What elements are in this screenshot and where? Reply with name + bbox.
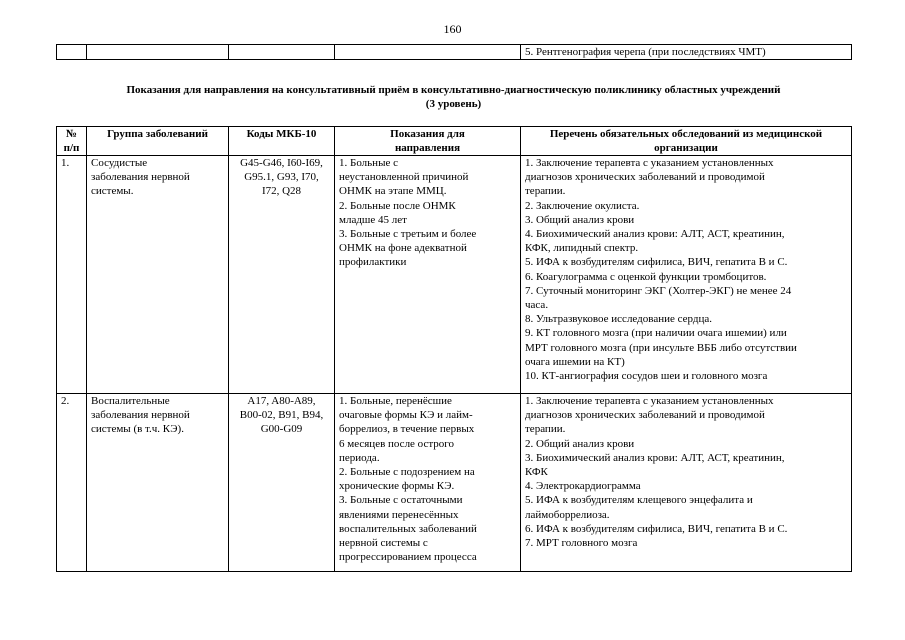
cell-line: 7. Суточный мониторинг ЭКГ (Холтер-ЭКГ) не менее 24 <box>525 284 792 297</box>
table-row <box>57 394 852 572</box>
header-number <box>57 127 87 156</box>
cell-line: лаймоборрелиоза. <box>525 508 610 521</box>
cell-line: терапии. <box>525 185 566 198</box>
table-cell <box>335 45 521 60</box>
section-title-line: (3 уровень) <box>425 98 482 110</box>
cell-line: 9. КТ головного мозга (при наличии очага ишемии) или <box>525 327 787 340</box>
cell-line: 6. ИФА к возбудителям сифилиса, ВИЧ, гепатита В и С. <box>525 522 788 535</box>
cell-line: диагнозов хронических заболеваний и проводимой <box>525 409 765 422</box>
cell-line: хронические формы КЭ. <box>339 480 455 493</box>
cell-line: B00-02, B91, B94, <box>239 409 324 422</box>
cell-line: 4. Биохимический анализ крови: АЛТ, АСТ, креатинин, <box>525 228 785 241</box>
cell-line: боррелиоз, в течение первых <box>339 423 475 436</box>
cell-line: 1. Заключение терапевта с указанием установленных <box>525 157 774 169</box>
referral-table <box>56 126 852 572</box>
cell-line: неустановленной причиной <box>339 171 469 184</box>
disease-group <box>87 156 229 394</box>
cell-line: 1. Больные с <box>339 157 398 169</box>
cell-line: Воспалительные <box>91 395 170 407</box>
header-text: п/п <box>63 142 80 154</box>
cell-line: КФК <box>525 466 548 479</box>
cell-line: 10. КТ-ангиография сосудов шеи и головного мозга <box>525 370 768 383</box>
header-exams <box>521 127 852 156</box>
cell-line: воспалительных заболеваний <box>339 522 477 535</box>
cell-line: 3. Больные с третьим и более <box>339 228 477 241</box>
table-cell <box>229 45 335 60</box>
cell-line: КФК, липидный спектр. <box>525 242 639 255</box>
table-cell <box>57 45 87 60</box>
cell-line: прогрессированием процесса <box>339 551 477 564</box>
cell-line: МРТ головного мозга (при инсульте ВББ либо отсутствии <box>525 341 797 354</box>
icd-codes <box>229 394 335 572</box>
cell-line: явлениями перенесённых <box>339 508 459 521</box>
cell-line: очаговые формы КЭ и лайм- <box>339 409 473 422</box>
cell-line: ОНМК на этапе ММЦ. <box>339 185 447 198</box>
cell-line: нервной системы с <box>339 537 428 550</box>
cell-line: 2. Заключение окулиста. <box>525 199 640 212</box>
cell-line: младше 45 лет <box>339 213 407 226</box>
table-row <box>57 45 852 60</box>
cell-line: 1. Больные, перенёсшие <box>339 395 452 407</box>
cell-line: A17, A80-A89, <box>247 395 316 407</box>
cell-line: 3. Общий анализ крови <box>525 213 635 226</box>
cell-line: профилактики <box>339 256 407 269</box>
header-text: организации <box>654 142 718 154</box>
required-exams <box>521 156 852 394</box>
cell-line: 5. ИФА к возбудителям сифилиса, ВИЧ, гепатита В и С. <box>525 256 788 269</box>
cell-line: G00-G09 <box>260 423 303 436</box>
table-header-row <box>57 127 852 156</box>
cell-line: заболевания нервной <box>91 171 190 184</box>
cell-line: периода. <box>339 451 380 464</box>
previous-table-fragment <box>56 44 852 60</box>
cell-line: G45-G46, I60-I69, <box>240 157 323 169</box>
header-indications <box>335 127 521 156</box>
cell-line: G95.1, G93, I70, <box>244 171 319 184</box>
cell-line: часа. <box>525 299 549 312</box>
cell-line: 3. Больные с остаточными <box>339 494 463 507</box>
table-cell: 5. Рентгенография черепа (при последствиях ЧМТ) <box>521 45 852 60</box>
page-number: 160 <box>443 22 462 36</box>
row-number: 1. <box>57 156 87 394</box>
header-text: № <box>65 128 78 140</box>
header-text: Перечень обязательных обследований из медицинской <box>549 128 823 140</box>
required-exams <box>521 394 852 572</box>
cell-line: системы. <box>91 185 134 198</box>
table-row <box>57 156 852 394</box>
cell-line: 6 месяцев после острого <box>339 437 455 450</box>
section-title <box>56 83 851 111</box>
header-group: Группа заболеваний <box>87 127 229 156</box>
cell-line: 2. Общий анализ крови <box>525 437 635 450</box>
cell-line: 2. Больные после ОНМК <box>339 199 456 212</box>
section-title-line: Показания для направления на консультативный приём в консультативно-диагностическую поликлинику областных учреждений <box>126 84 781 96</box>
cell-line: 4. Электрокардиограмма <box>525 480 641 493</box>
cell-line: I72, Q28 <box>261 185 302 198</box>
header-text: Показания для <box>390 128 465 140</box>
cell-line: 2. Больные с подозрением на <box>339 466 475 479</box>
cell-line: 8. Ультразвуковое исследование сердца. <box>525 313 712 326</box>
cell-line: диагнозов хронических заболеваний и проводимой <box>525 171 765 184</box>
cell-line: 1. Заключение терапевта с указанием установленных <box>525 395 774 407</box>
icd-codes <box>229 156 335 394</box>
cell-line: системы (в т.ч. КЭ). <box>91 423 184 436</box>
table-cell <box>87 45 229 60</box>
cell-line: Сосудистые <box>91 157 148 169</box>
cell-line: 6. Коагулограмма с оценкой функции тромбоцитов. <box>525 270 767 283</box>
cell-line: заболевания нервной <box>91 409 190 422</box>
cell-line: 7. МРТ головного мозга <box>525 537 638 550</box>
row-number: 2. <box>57 394 87 572</box>
indications <box>335 394 521 572</box>
indications <box>335 156 521 394</box>
header-codes: Коды МКБ-10 <box>229 127 335 156</box>
cell-line: ОНМК на фоне адекватной <box>339 242 467 255</box>
disease-group <box>87 394 229 572</box>
cell-line: очага ишемии на КТ) <box>525 355 625 368</box>
cell-line: терапии. <box>525 423 566 436</box>
cell-line: 3. Биохимический анализ крови: АЛТ, АСТ, креатинин, <box>525 451 785 464</box>
cell-line: 5. ИФА к возбудителям клещевого энцефалита и <box>525 494 753 507</box>
header-text: направления <box>394 142 461 154</box>
